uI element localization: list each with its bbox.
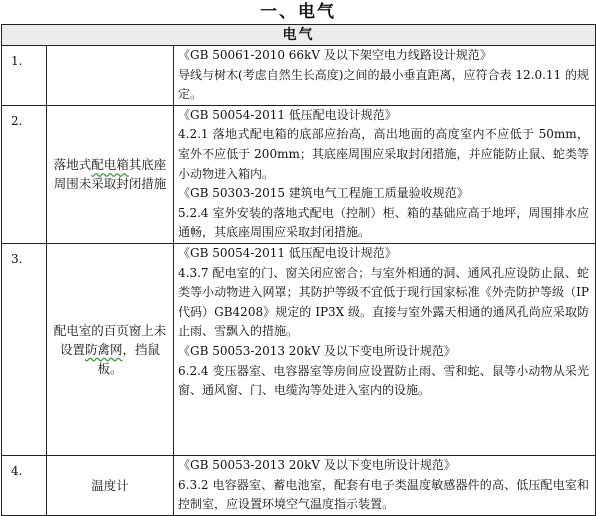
row-content [174, 46, 596, 106]
item-text-flagged: 防禽网 [84, 341, 123, 357]
section-header: 电气 [2, 25, 596, 46]
table-row [2, 455, 596, 515]
row-content [174, 243, 596, 455]
clause-text: 4.3.7 配电室的门、窗关闭应密合；与室外相通的洞、通风孔应设防止鼠、蛇类等小动物进入网罩；其防护等级不宜低于现行国家标准《外壳防护等级（IP 代码）GB4208》规定的 IP3X 级。直接与室外露天相通的通风孔尚应采取防止雨、雪飘入的措施。 [178, 265, 589, 339]
row-item [47, 105, 174, 243]
standard-reference: 《GB 50053-2013 20kV 及以下变电所设计规范》 [178, 343, 456, 358]
table-row [2, 243, 596, 455]
clause-text: 4.2.1 落地式配电箱的底部应抬高，高出地面的高度室内不应低于 50mm，室外不应低于 200mm；其底座周围应采取封闭措施，并应能防止鼠、蛇类等小动物进入箱内。 [178, 127, 589, 181]
row-content [174, 105, 596, 243]
clause-text: 导线与树木(考虑自然生长高度)之间的最小垂直距离，应符合表 12.0.11 的规定。 [178, 67, 589, 102]
standard-reference: 《GB 50061-2010 66kV 及以下架空电力线路设计规范》 [178, 48, 492, 62]
row-item [47, 243, 174, 455]
standard-reference: 《GB 50054-2011 低压配电设计规范》 [178, 245, 397, 260]
clause-text: 5.2.4 室外安装的落地式配电（控制）柜、箱的基础应高于地坪，周围排水应通畅，其底座周围应采取封闭措施。 [178, 205, 589, 240]
row-number: 4. [2, 455, 47, 515]
row-item [47, 46, 174, 106]
section-header-row [2, 25, 596, 46]
row-number: 1. [2, 46, 47, 106]
clause-text: 6.3.2 电容器室、蓄电池室，配套有电子类温度敏感器件的高、低压配电室和控制室，应设置环境空气温度指示装置。 [178, 477, 589, 512]
standard-reference: 《GB 50054-2011 低压配电设计规范》 [178, 107, 397, 122]
item-text: 落地式 [53, 157, 92, 173]
standard-reference: 《GB 50053-2013 20kV 及以下变电所设计规范》 [178, 457, 456, 472]
clause-text: 6.2.4 变压器室、电容器室等房间应设置防止雨、雪和蛇、鼠等小动物从采光窗、通风窗、门、电缆沟等处进入室内的设施。 [178, 363, 589, 398]
table-row [2, 105, 596, 243]
row-item: 温度计 [47, 455, 174, 515]
page-title: 一、电气 [260, 2, 336, 22]
item-text: 其底座周围未采取封闭措施 [53, 157, 167, 192]
item-text: ，挡鼠板。 [97, 341, 161, 376]
table-row [2, 46, 596, 106]
regulation-table [1, 24, 596, 516]
row-number: 2. [2, 105, 47, 243]
row-number: 3. [2, 243, 47, 455]
row-content [174, 455, 596, 515]
item-text: 配电室的百页窗上未设置 [53, 322, 167, 357]
standard-reference: 《GB 50303-2015 建筑电气工程施工质量验收规范》 [178, 186, 469, 201]
item-text-flagged: 配电箱 [91, 157, 129, 173]
